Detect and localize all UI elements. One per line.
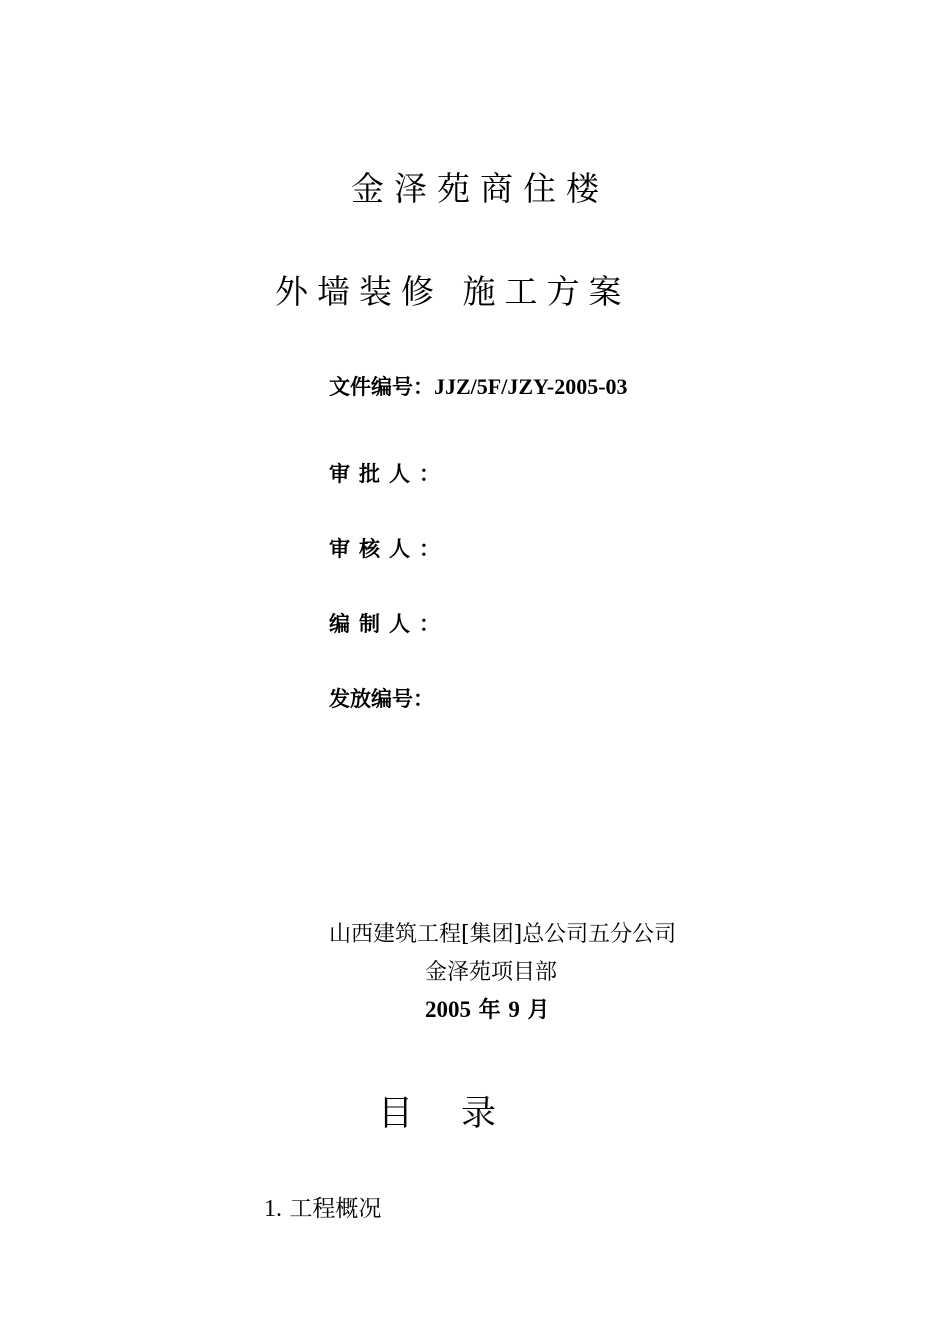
toc-heading-char-1: 目 [378,1094,414,1134]
date-month: 9 [508,997,520,1022]
date-year: 2005 [425,997,471,1022]
toc-item[interactable] [264,1190,381,1223]
document-date [425,993,550,1024]
toc-heading-char-2: 录 [461,1094,497,1134]
reviewer-label: 审核人： [329,536,449,561]
date-month-unit: 月 [527,997,550,1023]
document-subtitle: 外墙装修 施工方案 [275,272,631,311]
date-year-unit: 年 [478,997,501,1023]
document-number [329,371,628,401]
document-number-label: 文件编号： [329,374,434,399]
toc-item-number: 1. [264,1196,282,1222]
issue-number-label: 发放编号： [329,686,434,711]
organization-name: 山西建筑工程[集团]总公司五分公司 [329,922,677,947]
project-department: 金泽苑项目部 [425,960,558,985]
toc-item-label: 工程概况 [289,1196,382,1222]
document-title: 金泽苑商住楼 [351,169,609,208]
document-number-value: JJZ/5F/JZY-2005-03 [434,374,628,399]
compiler-label: 编制人： [329,611,449,636]
toc-heading [378,1086,496,1136]
approver-label: 审批人： [329,461,449,486]
